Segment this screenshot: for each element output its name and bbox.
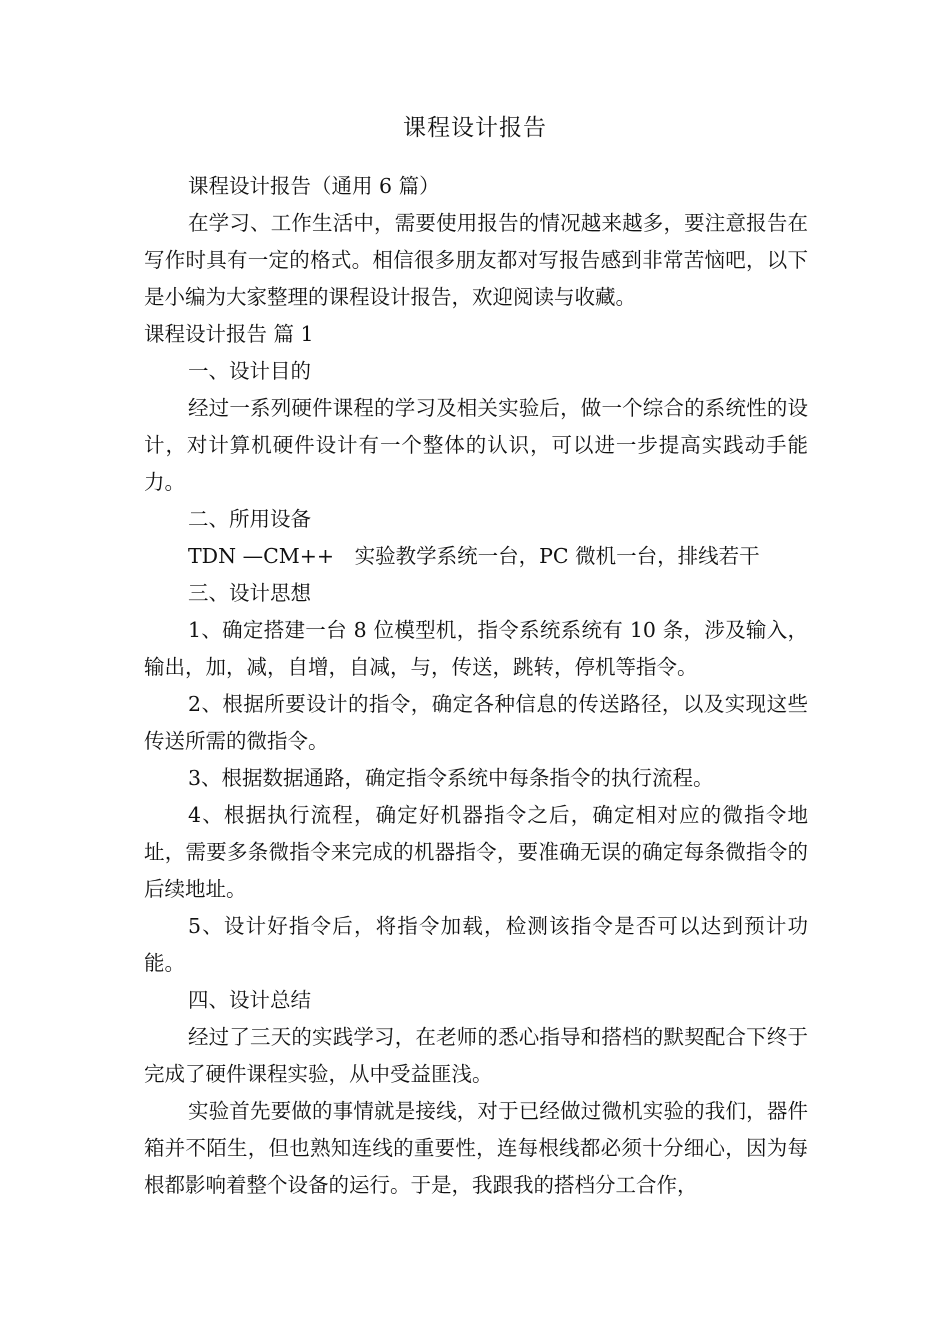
paragraph: 实验首先要做的事情就是接线，对于已经做过微机实验的我们，器件箱并不陌生，但也熟知连线的重要性，连每根线都必须十分细心，因为每根都影响着整个设备的运行。于是，我跟我的搭档分工合作， — [144, 1099, 808, 1197]
paragraph: 在学习、工作生活中，需要使用报告的情况越来越多，要注意报告在写作时具有一定的格式。相信很多朋友都对写报告感到非常苦恼吧，以下是小编为大家整理的课程设计报告，欢迎阅读与收藏。 — [144, 211, 808, 309]
paragraph: 2、根据所要设计的指令，确定各种信息的传送路径，以及实现这些传送所需的微指令。 — [144, 692, 808, 753]
paragraph: 1、确定搭建一台 8 位模型机，指令系统系统有 10 条，涉及输入，输出，加，减，自增，自减，与，传送，跳转，停机等指令。 — [144, 618, 808, 679]
paragraph: 课程设计报告（通用 6 篇） — [188, 174, 440, 198]
paragraph: 经过一系列硬件课程的学习及相关实验后，做一个综合的系统性的设计，对计算机硬件设计有一个整体的认识，可以进一步提高实践动手能力。 — [144, 396, 808, 494]
paragraph: 3、根据数据通路，确定指令系统中每条指令的执行流程。 — [188, 766, 714, 790]
subsection-heading: 三、设计思想 — [188, 581, 311, 605]
document-body — [144, 168, 808, 1204]
subsection-heading: 一、设计目的 — [188, 359, 311, 383]
paragraph: TDN —CM++ 实验教学系统一台，PC 微机一台，排线若干 — [188, 544, 760, 568]
paragraph: 4、根据执行流程，确定好机器指令之后，确定相对应的微指令地址，需要多条微指令来完成的机器指令，要准确无误的确定每条微指令的后续地址。 — [144, 803, 808, 901]
document-title: 课程设计报告 — [403, 115, 547, 141]
section-heading: 课程设计报告 篇 1 — [144, 322, 314, 346]
subsection-heading: 四、设计总结 — [188, 988, 311, 1012]
paragraph: 经过了三天的实践学习，在老师的悉心指导和搭档的默契配合下终于完成了硬件课程实验，从中受益匪浅。 — [144, 1025, 808, 1086]
subsection-heading: 二、所用设备 — [188, 507, 311, 531]
paragraph: 5、设计好指令后，将指令加载，检测该指令是否可以达到预计功能。 — [144, 914, 808, 975]
